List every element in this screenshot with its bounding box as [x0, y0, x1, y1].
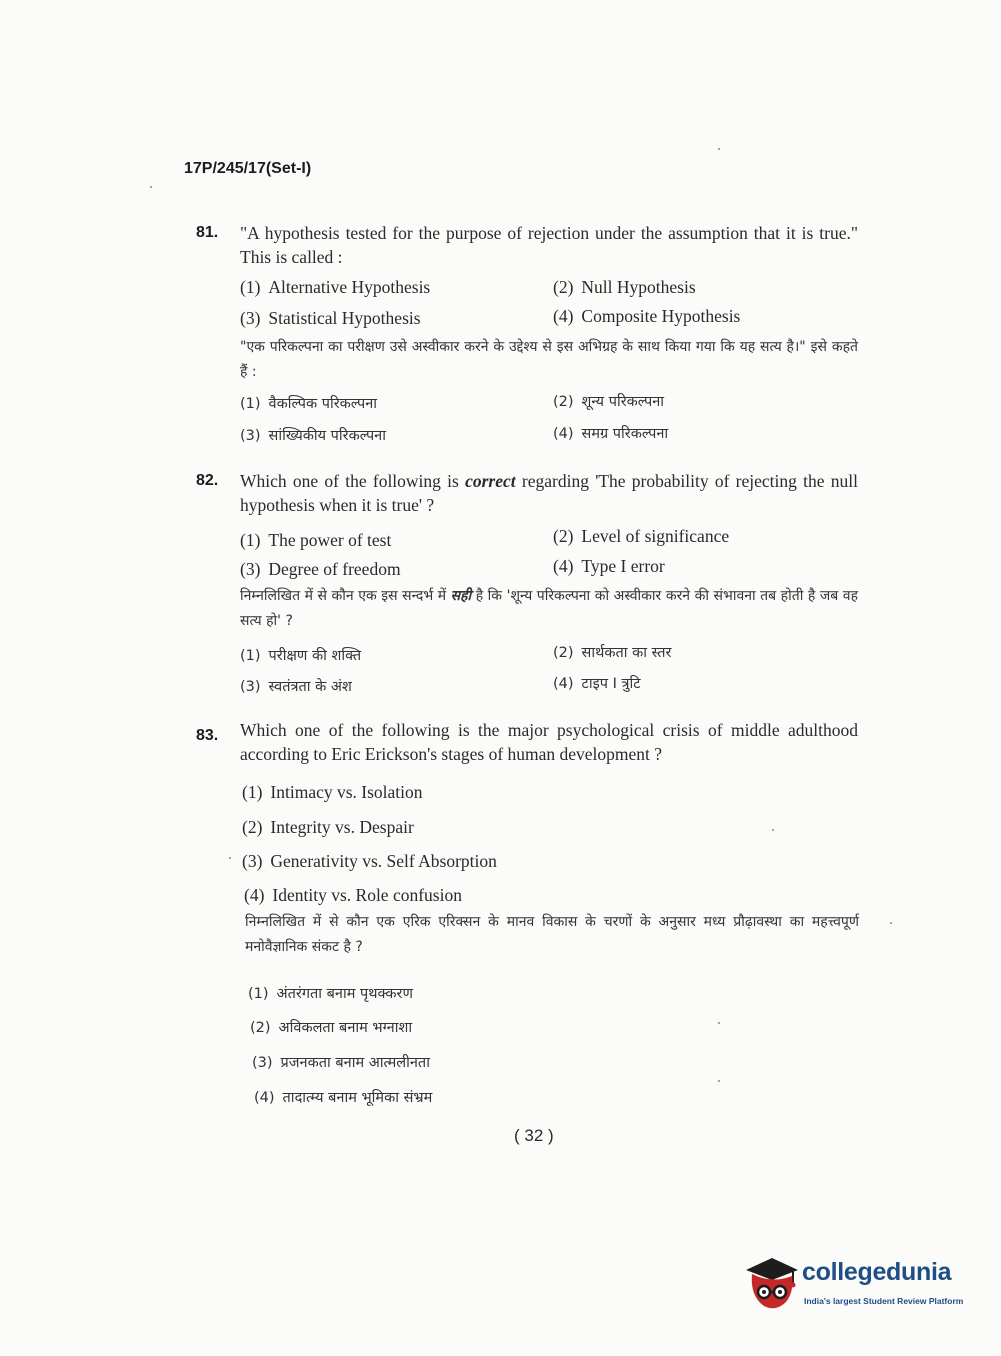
question-text-en: Which one of the following is the major psychological crisis of middle adulthood according to Eric Erickson's stages of human development ?	[240, 720, 858, 764]
option-en-4: (4) Type I error	[553, 556, 665, 576]
option-en-3: (3) Degree of freedom	[240, 559, 401, 579]
scan-speck	[229, 857, 231, 859]
paper-code: 17P/245/17(Set-I)	[184, 160, 312, 177]
collegedunia-watermark	[742, 1252, 972, 1316]
option-hi-3: (3) स्वतंत्रता के अंश	[240, 679, 352, 695]
scan-speck	[718, 1080, 720, 1082]
question-text-hi: निम्नलिखित में से कौन एक इस सन्दर्भ में सही है कि 'शून्य परिकल्पना को अस्वीकार करने की संभावना तब होती है जब वह सत्य हो' ?	[240, 588, 859, 629]
option-hi-2: (2) अविकलता बनाम भग्नाशा	[250, 1020, 413, 1036]
scan-speck	[772, 829, 774, 831]
option-hi-1: (1) वैकल्पिक परिकल्पना	[240, 396, 378, 412]
scan-speck	[150, 186, 152, 188]
option-hi-1: (1) परीक्षण की शक्ति	[240, 648, 362, 664]
emphasis-correct: correct	[465, 471, 516, 491]
option-hi-2: (2) शून्य परिकल्पना	[553, 394, 665, 410]
scan-speck	[718, 148, 720, 150]
emphasis-sahi: सही	[450, 588, 472, 604]
option-hi-1: (1) अंतरंगता बनाम पृथक्करण	[248, 986, 413, 1002]
option-en-1: (1) Alternative Hypothesis	[240, 277, 431, 297]
question-text-en: Which one of the following is correct regarding 'The probability of rejecting the null hypothesis when it is true' ?	[240, 471, 858, 515]
option-en-2: (2) Null Hypothesis	[553, 277, 696, 297]
question-text-hi: निम्नलिखित में से कौन एक एरिक एरिक्सन के मानव विकास के चरणों के अनुसार मध्य प्रौढ़ावस्था का महत्त्वपूर्ण मनोवैज्ञानिक संकट है ?	[245, 914, 859, 955]
option-hi-2: (2) सार्थकता का स्तर	[553, 645, 672, 661]
option-hi-4: (4) समग्र परिकल्पना	[553, 426, 669, 442]
student-mascot-icon	[742, 1252, 800, 1314]
option-en-3: (3) Generativity vs. Self Absorption	[242, 851, 497, 871]
option-en-1: (1) The power of test	[240, 530, 392, 550]
option-hi-4: (4) तादात्म्य बनाम भूमिका संभ्रम	[254, 1090, 433, 1106]
option-hi-3: (3) प्रजनकता बनाम आत्मलीनता	[252, 1055, 430, 1071]
brand-tagline: India's largest Student Review Platform	[804, 1296, 964, 1306]
option-en-4: (4) Composite Hypothesis	[553, 306, 741, 326]
page-number: ( 32 )	[514, 1126, 554, 1145]
option-en-4: (4) Identity vs. Role confusion	[244, 885, 462, 905]
option-en-2: (2) Integrity vs. Despair	[242, 817, 414, 837]
option-hi-3: (3) सांख्यिकीय परिकल्पना	[240, 428, 386, 444]
option-hi-4: (4) टाइप I त्रुटि	[553, 676, 641, 692]
option-en-2: (2) Level of significance	[553, 526, 730, 546]
question-text-en: "A hypothesis tested for the purpose of rejection under the assumption that it is true." This is called :	[240, 223, 858, 267]
question-number: 81.	[196, 224, 219, 241]
scan-speck	[890, 922, 892, 924]
question-number: 83.	[196, 727, 219, 744]
brand-name: collegedunia	[802, 1258, 952, 1286]
option-en-3: (3) Statistical Hypothesis	[240, 308, 421, 328]
question-text-hi: "एक परिकल्पना का परीक्षण उसे अस्वीकार करने के उद्देश्य से इस अभिग्रह के साथ किया गया कि यह सत्य है।" इसे कहते हैं :	[240, 339, 858, 380]
option-en-1: (1) Intimacy vs. Isolation	[242, 782, 423, 802]
scan-speck	[718, 1022, 720, 1024]
question-number: 82.	[196, 472, 219, 489]
